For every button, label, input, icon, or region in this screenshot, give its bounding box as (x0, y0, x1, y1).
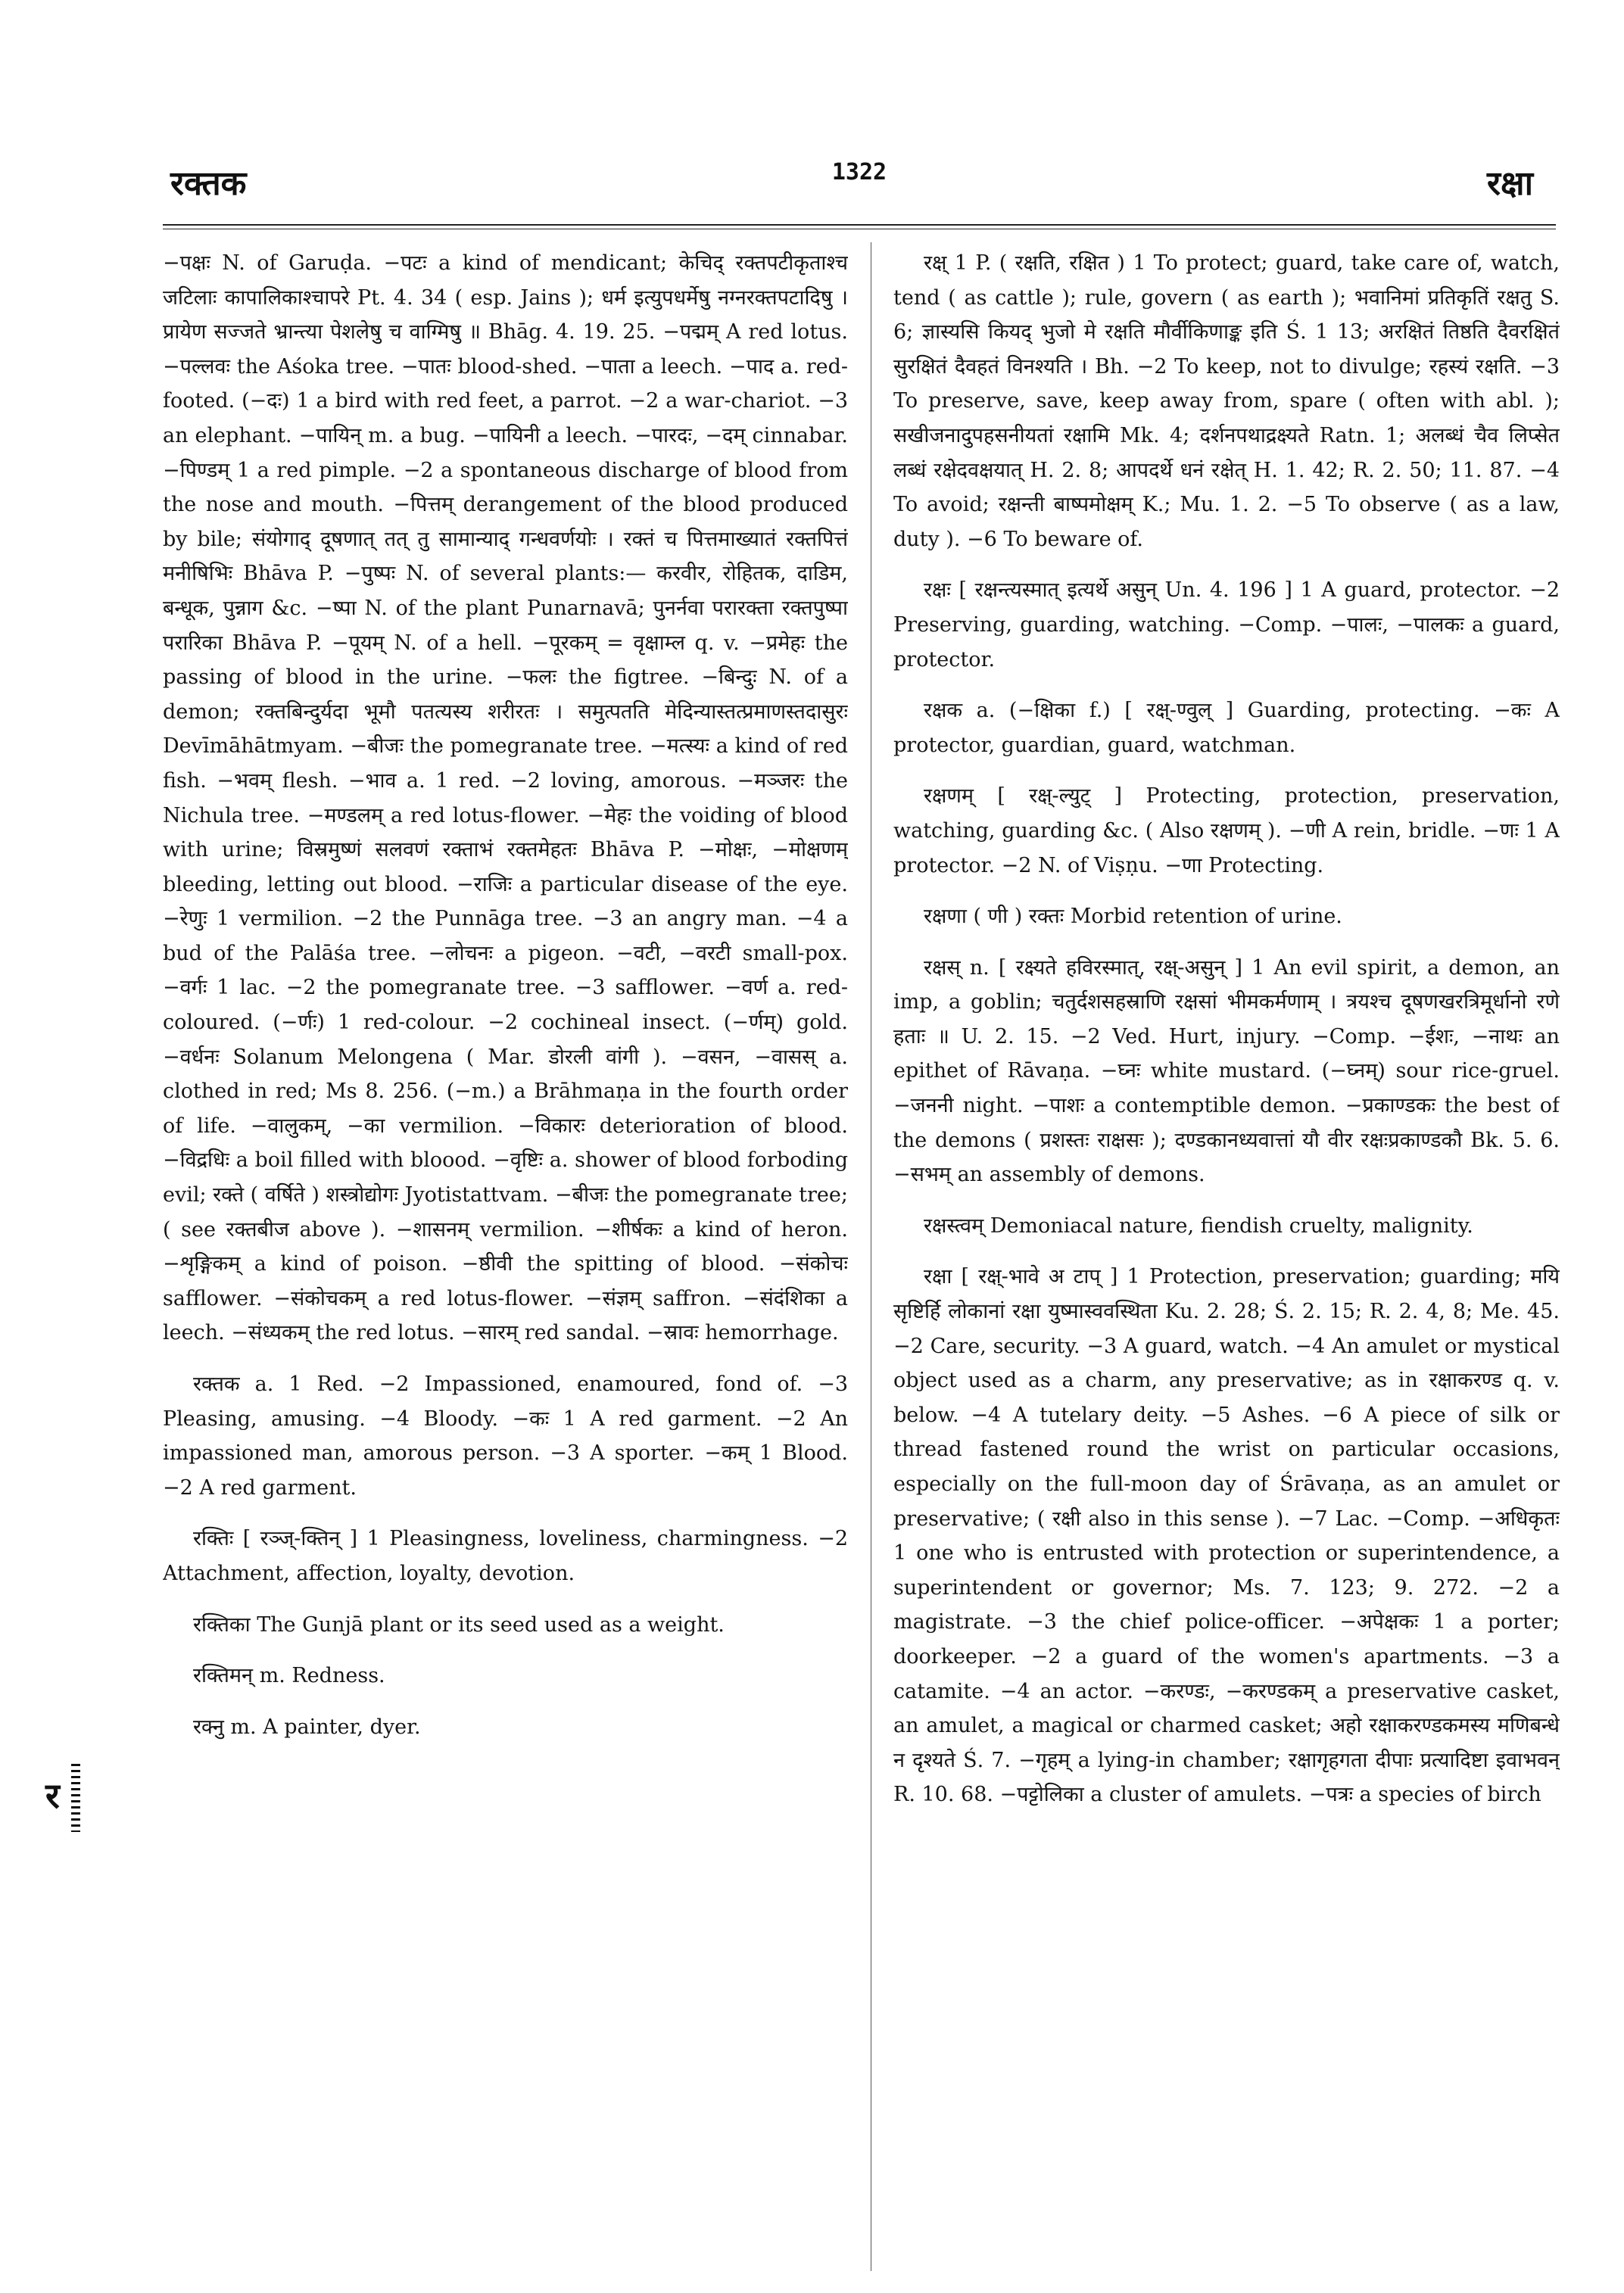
dictionary-entry: रक्षणा ( णी ) रक्तः Morbid retention of urine. (924, 905, 1342, 929)
dictionary-entry: रक्तक a. 1 Red. −2 Impassioned, enamoured, fond of. −3 Pleasing, amusing. −4 Bloody. −कः 1 A red garment. −2 An impassioned man, amorous person. −3 A sporter. −कम् 1 Blood. −2 A red garment. (163, 1372, 848, 1500)
thumb-index-letter: र (45, 1775, 60, 1816)
dictionary-entry: रक्तिः [ रञ्ज्-क्तिन् ] 1 Pleasingness, loveliness, charmingness. −2 Attachment, affection, loyalty, devotion. (163, 1527, 848, 1585)
dictionary-entry: रक्षस् n. [ रक्ष्यते हविरस्मात्, रक्ष्-असुन् ] 1 An evil spirit, a demon, an imp, a goblin; चतुर्दशसहस्राणि रक्षसां भीमकर्मणाम् । त्रयश्च दूषणखरत्रिमूर्धानो रणे हताः ॥ U. 2. 15. −2 Ved. Hurt, injury. −Comp. −ईशः, −नाथः an epithet of Rāvaṇa. −घ्नः white mustard. (−घ्नम्) sour rice-gruel. −जननी night. −पाशः a contemptible demon. −प्रकाण्डकः the best of the demons ( प्रशस्तः राक्षसः ); दण्डकानध्यवात्तां यौ वीर रक्षःप्रकाण्डकौ Bk. 5. 6. −सभम् an assembly of demons. (893, 955, 1560, 1187)
thumb-index-bars (71, 1764, 80, 1832)
dictionary-entry: रक्षणम् [ रक्ष्-ल्युट् ] Protecting, protection, preservation, watching, guarding &c. ( Also रक्षणम् ). −णी A rein, bridle. −णः 1 A protector. −2 N. of Viṣṇu. −णा Protecting. (893, 784, 1560, 877)
dictionary-entry: रक्नु m. A painter, dyer. (193, 1715, 421, 1739)
page-header (163, 151, 1556, 220)
dictionary-entry: रक्तिमन् m. Redness. (193, 1664, 385, 1688)
dictionary-entry: रक्तिका The Gunjā plant or its seed used as a weight. (193, 1612, 725, 1637)
dictionary-entry: रक्ष् 1 P. ( रक्षति, रक्षित ) 1 To protect; guard, take care of, watch, tend ( as cattle ); rule, govern ( as earth ); भवानिमां प्रतिकृतिं रक्षतु S. 6; ज्ञास्यसि कियद् भुजो मे रक्षति मौर्वीकिणाङ्क इति Ś. 1 13; अरक्षितं तिष्ठति दैवरक्षितं सुरक्षितं दैवहतं विनश्यति । Bh. −2 To keep, not to divulge; रहस्यं रक्षति. −3 To preserve, save, keep away from, spare ( often with abl. ); सखीजनादुपहसनीयतां रक्षामि Mk. 4; दर्शनपथाद्रक्ष्यते Ratn. 1; अलब्धं चैव लिप्सेत लब्धं रक्षेदवक्षयात् H. 2. 8; आपदर्थे धनं रक्षेत् H. 1. 42; R. 2. 50; 11. 87. −4 To avoid; रक्षन्ती बाष्पमोक्षम् K.; Mu. 1. 2. −5 To observe ( as a law, duty ). −6 To beware of. (893, 251, 1560, 551)
left-guide-word: रक्तक (170, 164, 247, 203)
dictionary-entry: रक्षस्त्वम् Demoniacal nature, fiendish cruelty, malignity. (924, 1213, 1473, 1238)
right-guide-word: रक्षा (1487, 164, 1533, 203)
left-column (163, 246, 848, 2260)
dictionary-entry: रक्षा [ रक्ष्-भावे अ टाप् ] 1 Protection, preservation; guarding; मयि सृष्टिर्हि लोकानां रक्षा युष्मास्ववस्थिता Ku. 2. 28; Ś. 2. 15; R. 2. 4, 8; Me. 45. −2 Care, security. −3 A guard, watch. −4 An amulet or mystical object used as a charm, any preservative; as in रक्षाकरण्ड q. v. below. −4 A tutelary deity. −5 Ashes. −6 A piece of silk or thread fastened round the wrist on particular occasions, especially on the full-moon day of Śrāvaṇa, as an amulet or preservative; ( रक्षी also in this sense ). −7 Lac. −Comp. −अधिकृतः 1 one who is entrusted with protection or superintendence, a superintendent or governor; Ms. 7. 123; 9. 272. −2 a magistrate. −3 the chief police-officer. −अपेक्षकः 1 a porter; doorkeeper. −2 a guard of the women's apartments. −3 a catamite. −4 an actor. −करण्डः, −करण्डकम् a preservative casket, an amulet, a magical or charmed casket; अहो रक्षाकरण्डकमस्य मणिबन्धे न दृश्यते Ś. 7. −गृहम् a lying-in chamber; रक्षागृहगता दीपाः प्रत्यादिष्टा इवाभवन् R. 10. 68. −पट्टोलिका a cluster of amulets. −पत्रः a species of birch (893, 1265, 1560, 1807)
right-column (893, 246, 1560, 2260)
dictionary-entry: रक्षः [ रक्षन्त्यस्मात् इत्यर्थे असुन् Un. 4. 196 ] 1 A guard, protector. −2 Preserving, guarding, watching. −Comp. −पालः, −पालकः a guard, protector. (893, 578, 1560, 671)
dictionary-entry: −पक्षः N. of Garuḍa. −पटः a kind of mendicant; केचिद् रक्तपटीकृताश्च जटिलाः कापालिकाश्चापरे Pt. 4. 34 ( esp. Jains ); धर्म इत्युपधर्मेषु नग्नरक्तपटादिषु । प्रायेण सज्जते भ्रान्त्या पेशलेषु च वाग्मिषु ॥ Bhāg. 4. 19. 25. −पद्मम् A red lotus. −पल्लवः the Aśoka tree. −पातः blood-shed. −पाता a leech. −पाद a. red-footed. (−दः) 1 a bird with red feet, a parrot. −2 a war-chariot. −3 an elephant. −पायिन् m. a bug. −पायिनी a leech. −पारदः, −दम् cinnabar. −पिण्डम् 1 a red pimple. −2 a spontaneous discharge of blood from the nose and mouth. −पित्तम् derangement of the blood produced by bile; संयोगाद् दूषणात् तत् तु सामान्याद् गन्धवर्णयोः । रक्तं च पित्तमाख्यातं रक्तपित्तं मनीषिभिः Bhāva P. −पुष्पः N. of several plants:— करवीर, रोहितक, दाडिम, बन्धूक, पुन्नाग &c. −ष्पा N. of the plant Punarnavā; पुनर्नवा परारक्ता रक्तपुष्पा परारिका Bhāva P. −पूयम् N. of a hell. −पूरकम् = वृक्षाम्ल q. v. −प्रमेहः the passing of blood in the urine. −फलः the figtree. −बिन्दुः N. of a demon; रक्तबिन्दुर्यदा भूमौ पतत्यस्य शरीरतः । समुत्पतति मेदिन्यास्तत्प्रमाणस्तदासुरः Devīmāhātmyam. −बीजः the pomegranate tree. −मत्स्यः a kind of red fish. −भवम् flesh. −भाव a. 1 red. −2 loving, amorous. −मञ्जरः the Nichula tree. −मण्डलम् a red lotus-flower. −मेहः the voiding of blood with urine; विस्रमुष्णं सलवणं रक्ताभं रक्तमेहतः Bhāva P. −मोक्षः, −मोक्षणम् bleeding, letting out blood. −राजिः a particular disease of the eye. −रेणुः 1 vermilion. −2 the Punnāga tree. −3 an angry man. −4 a bud of the Palāśa tree. −लोचनः a pigeon. −वटी, −वरटी small-pox. −वर्गः 1 lac. −2 the pomegranate tree. −3 safflower. −वर्ण a. red-coloured. (−र्णः) 1 red-colour. −2 cochineal insect. (−र्णम्) gold. −वर्धनः Solanum Melongena ( Mar. डोरली वांगी ). −वसन, −वासस् a. clothed in red; Ms 8. 256. (−m.) a Brāhmaṇa in the fourth order of life. −वालुकम्, −का vermilion. −विकारः deterioration of blood. −विद्रधिः a boil filled with bloood. −वृष्टिः a. shower of blood forboding evil; रक्ते ( वर्षिते ) शस्त्रोद्योगः Jyotistattvam. −बीजः the pomegranate tree; ( see रक्तबीज above ). −शासनम् vermilion. −शीर्षकः a kind of heron. −शृङ्गिकम् a kind of poison. −ष्ठीवी the spitting of blood. −संकोचः safflower. −संकोचकम् a red lotus-flower. −संज्ञम् saffron. −संदंशिका a leech. −संध्यकम् the red lotus. −सारम् red sandal. −स्रावः hemorrhage. (163, 251, 848, 1345)
section-thumb-marker (45, 1764, 76, 1832)
header-rule (163, 224, 1556, 226)
dictionary-entry: रक्षक a. (−क्षिका f.) [ रक्ष्-ण्वुल् ] Guarding, protecting. −कः A protector, guardian, guard, watchman. (893, 699, 1560, 757)
page-number: 1322 (831, 159, 887, 185)
